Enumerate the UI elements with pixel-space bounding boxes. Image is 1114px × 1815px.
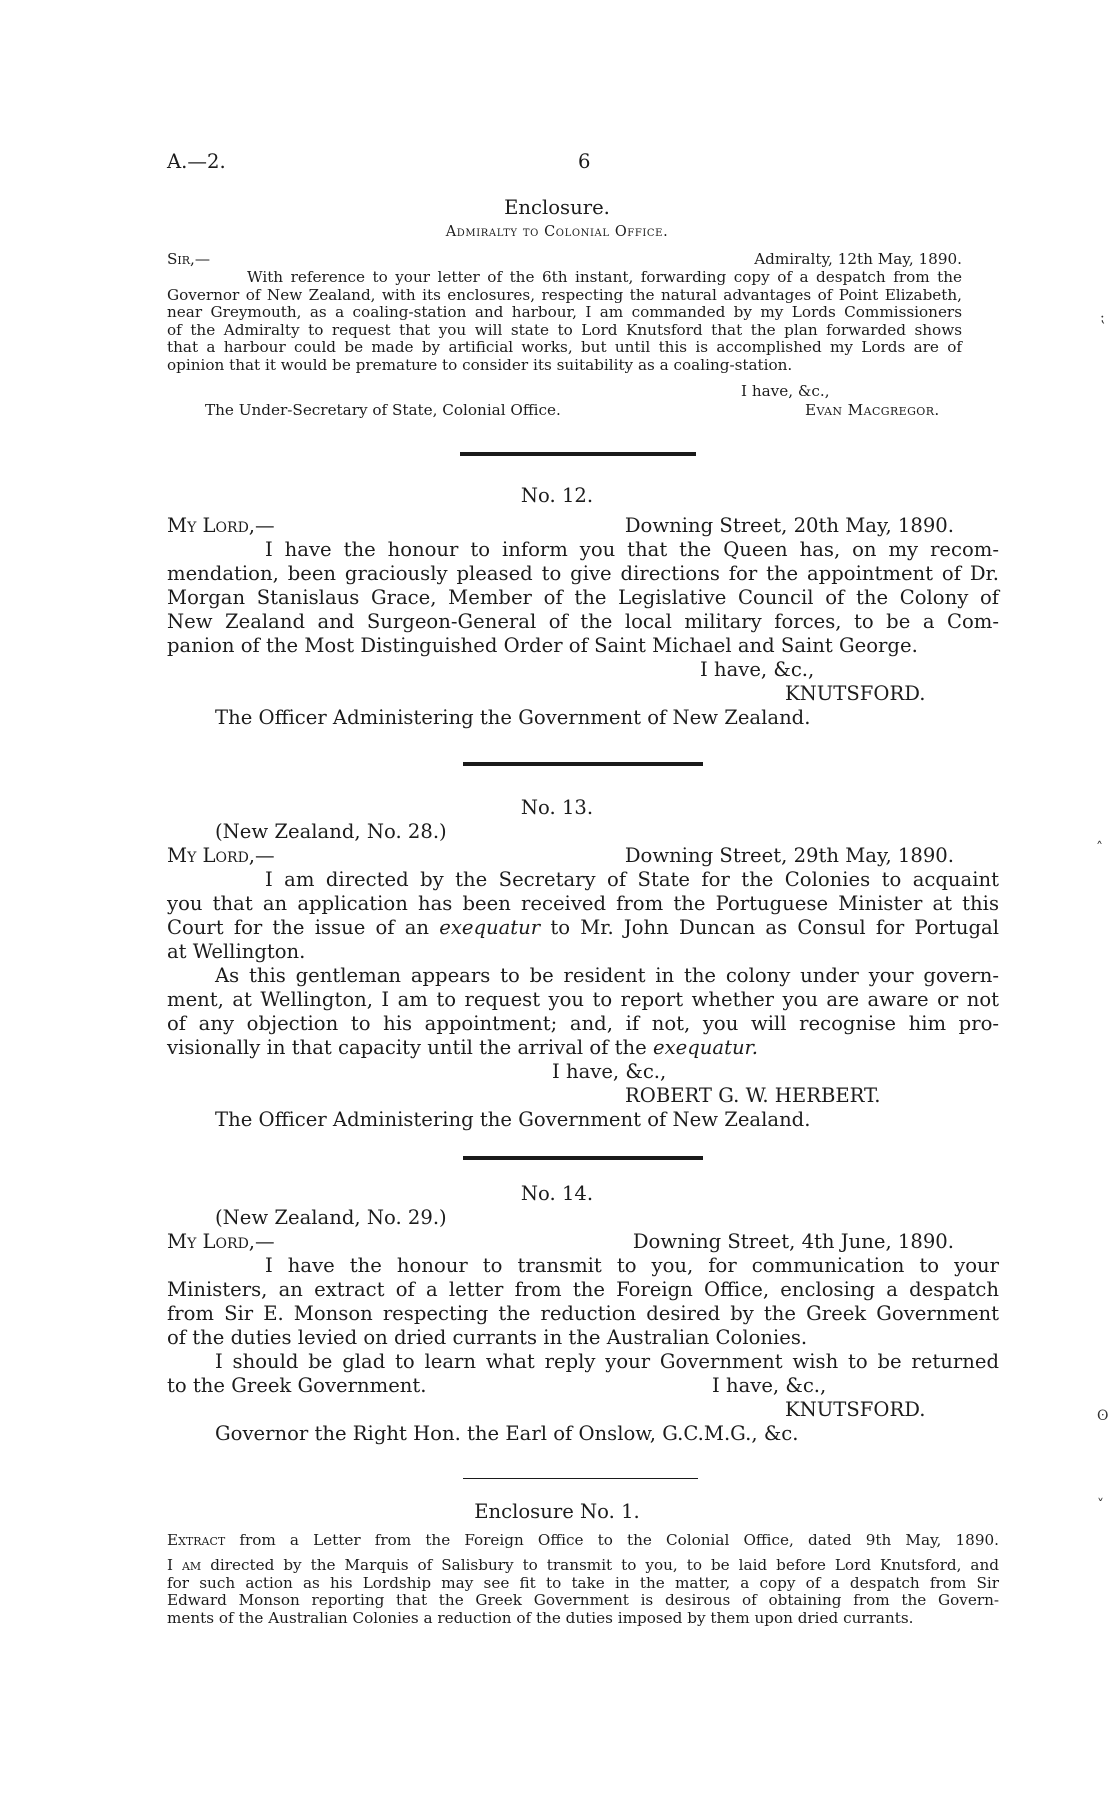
dateline: Downing Street, 4th June, 1890. [632, 1230, 954, 1253]
enclosure-subtitle: Admiralty to Colonial Office. [445, 224, 669, 240]
addressee: The Officer Administering the Government of New Zealand. [215, 1108, 811, 1131]
letter-number: No. 14. [520, 1182, 594, 1205]
salutation: My Lord,— [167, 514, 275, 537]
scan-mark: ˄ [1096, 840, 1103, 856]
closing: I have, &c., [700, 658, 815, 681]
letter-body: I have the honour to transmit to you, for communication to your Ministers, an extract of a letter from the Foreign Office, enclosing a despatch from Sir E. Monson respecting the reduction desired by the Greek Government of the duties levied on dried currants in the Australian Colonies. I should be glad to learn what reply your Government wish to be returned [167, 1254, 999, 1373]
closing: I have, &c., [712, 1374, 827, 1397]
dateline: Downing Street, 20th May, 1890. [624, 514, 954, 537]
closing: I have, &c., [741, 382, 830, 400]
scan-mark: ⁏ [1100, 310, 1105, 326]
enclosure-body: With reference to your letter of the 6th instant, forwarding copy of a despatch from the Governor of New Zealand, with its enclosures, respecting the natural advantages of Point Elizabeth, near Greymouth, as a coaling-station and harbour, I am commanded by my Lords Commissioners of the Admiralty to request that you will state to Lord Knutsford that the plan forwarded shows that a harbour could be made by artificial works, but until this is accomplished my Lords are of opinion that it would be premature to consider its suitability as a coaling-station. [167, 268, 962, 374]
signature: Evan Macgregor. [805, 401, 940, 419]
dateline: Downing Street, 29th May, 1890. [624, 844, 954, 867]
scan-mark: ˅ [1097, 1497, 1104, 1513]
letter-body-tail: to the Greek Government. [167, 1374, 427, 1397]
salutation: My Lord,— [167, 1230, 275, 1253]
section-divider [460, 452, 696, 456]
closing: I have, &c., [552, 1060, 667, 1083]
letter-number: No. 13. [520, 796, 594, 819]
despatch-reference: (New Zealand, No. 28.) [215, 820, 447, 843]
letter-body: I have the honour to inform you that the Queen has, on my recom- mendation, been graciously pleased to give directions for the appointment of Dr. Morgan Stanislaus Grace, Member of the Legislative Council of the Colony of New Zealand and Surgeon-General of the local military forces, to be a Com- panion of the Most Distinguished Order of Saint Michael and Saint George. [167, 538, 999, 657]
enclosure-title: Enclosure. [504, 196, 610, 219]
section-divider [463, 762, 703, 766]
letter-body: I am directed by the Secretary of State for the Colonies to acquaint you that an application has been received from the Portuguese Minister at this Court for the issue of an exequatur to Mr. John Duncan as Consul for Portugal at Wellington. As this gentleman appears to be resident in the colony under your govern- ment, at Wellington, I am to request you to report whether you are aware or not of any objection to his appointment; and, if not, you will recognise him pro- visionally in that capacity until the arrival of the exequatur. [167, 868, 999, 1059]
addressee: The Under-Secretary of State, Colonial Office. [205, 401, 561, 419]
page-number: 6 [578, 150, 591, 173]
section-divider [463, 1156, 703, 1160]
letter-number: No. 12. [520, 484, 594, 507]
dateline: Admiralty, 12th May, 1890. [754, 250, 962, 268]
signature: KNUTSFORD. [785, 682, 926, 705]
addressee: Governor the Right Hon. the Earl of Onslow, G.C.M.G., &c. [215, 1422, 799, 1445]
signature: KNUTSFORD. [785, 1398, 926, 1421]
extract-body: I am directed by the Marquis of Salisbury to transmit to you, to be laid before Lord Knutsford, and for such action as his Lordship may see fit to take in the matter, a copy of a despatch from Sir Edward Monson reporting that the Greek Government is desirous of obtaining from the Govern- ments of the Australian Colonies a reduction of the duties imposed by them upon dried currants. [167, 1556, 999, 1627]
despatch-reference: (New Zealand, No. 29.) [215, 1206, 447, 1229]
document-reference: A.—2. [167, 150, 226, 173]
salutation: Sir,— [167, 250, 211, 268]
salutation: My Lord,— [167, 844, 275, 867]
section-divider [463, 1478, 698, 1479]
scan-mark: ʘ [1097, 1408, 1109, 1424]
signature: ROBERT G. W. HERBERT. [625, 1084, 881, 1107]
extract-heading: Extract from a Letter from the Foreign Office to the Colonial Office, dated 9th May, 1890. [167, 1531, 999, 1549]
addressee: The Officer Administering the Government of New Zealand. [215, 706, 811, 729]
enclosure-title: Enclosure No. 1. [474, 1500, 640, 1523]
